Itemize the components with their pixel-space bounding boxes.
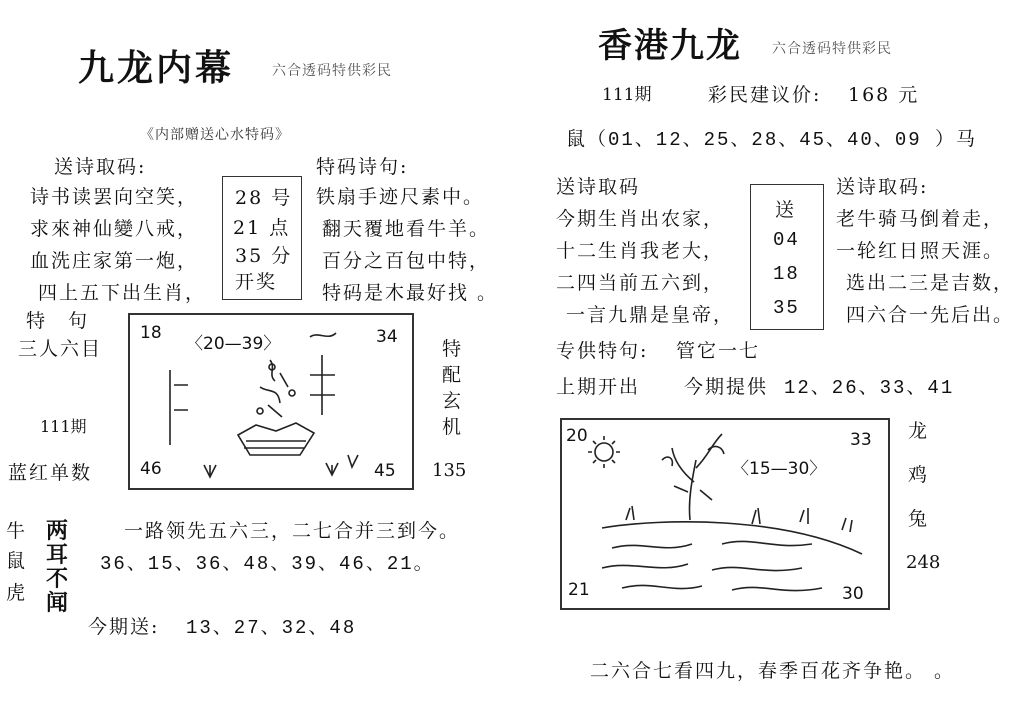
side-vertical-char: 鸡: [908, 464, 930, 486]
left-tema-line: 翻天覆地看牛羊。: [322, 218, 491, 240]
zodiac-char: 虎: [6, 582, 28, 604]
side-vertical-char: 龙: [908, 420, 930, 442]
liang-er-char: 耳: [46, 542, 69, 568]
left-side-number: 135: [432, 460, 467, 481]
sketch-corner-tl: 18: [140, 323, 162, 343]
sketch-corner-tr: 33: [850, 430, 872, 450]
sketch-corner-br: 30: [842, 584, 864, 604]
left-title: 九龙内幕: [78, 47, 235, 89]
right-sketch-box: [560, 418, 890, 610]
liang-er-char: 两: [46, 518, 69, 544]
provide-numbers: 12、26、33、41: [784, 377, 955, 399]
price-value: 168 元: [848, 84, 920, 106]
right-title: 香港九龙: [598, 26, 742, 66]
right-poem-line: 二四当前五六到，: [556, 272, 725, 294]
te-ju-label: 特 句: [26, 310, 90, 332]
left-line1: 一路领先五六三，二七合并三到今。: [124, 520, 461, 542]
right-poem-label-right: 送诗取码:: [836, 176, 929, 198]
liang-er-char: 闻: [46, 590, 69, 616]
liang-er-char: 不: [46, 566, 69, 592]
left-poem-line: 血洗庄家第一炮，: [30, 250, 199, 272]
left-line2: 36、15、36、48、39、46、21。: [100, 553, 435, 575]
gift-label: 今期送:: [88, 616, 160, 638]
left-poem-line: 诗书读罢向空笑，: [30, 186, 199, 208]
right-poem-line: 选出二三是吉数，: [846, 272, 1015, 294]
provide-label: 今期提供: [684, 376, 769, 398]
last-label: 上期开出: [556, 376, 641, 398]
right-title-sub: 六合透码特供彩民: [772, 41, 892, 57]
left-poem-label: 送诗取码:: [54, 156, 147, 178]
left-tema-label: 特码诗句:: [316, 156, 409, 178]
sketch-range: 〈15—30〉: [732, 459, 827, 479]
right-poem-label-left: 送诗取码: [556, 176, 641, 198]
left-tema-line: 特码是木最好找 。: [322, 282, 499, 304]
right-poem-line: 一轮红日照天涯。: [836, 240, 1005, 262]
sun-icon: [595, 443, 613, 461]
right-poem-line: 一言九鼎是皇帝，: [566, 304, 735, 326]
sketch-corner-bl: 46: [140, 459, 162, 479]
side-vertical-char: 特: [442, 338, 464, 360]
right-sketch-drawing: [562, 420, 888, 608]
special-label: 专供特句:: [556, 340, 649, 362]
send-box: [750, 184, 824, 330]
sketch-corner-tl: 20: [566, 426, 588, 446]
sketch-corner-br: 45: [374, 461, 396, 481]
send-box-line: 04: [773, 229, 800, 251]
price-label: 彩民建议价:: [708, 84, 822, 106]
zodiac-char: 牛: [6, 520, 28, 542]
side-vertical-char: 玄: [442, 390, 464, 412]
draw-box-line: 21 点: [233, 217, 291, 239]
shu-line: 鼠（01、12、25、28、45、40、09 ）马: [566, 129, 978, 151]
right-issue: 111期: [602, 85, 652, 105]
side-vertical-char: 机: [442, 416, 464, 438]
right-side-number: 248: [906, 552, 941, 573]
sketch-range: 〈20—39〉: [186, 334, 281, 354]
right-poem-line: 今期生肖出农家，: [556, 208, 725, 230]
left-sketch-drawing: [130, 315, 412, 488]
send-box-line: 18: [773, 263, 800, 285]
left-title-sub: 六合透码特供彩民: [272, 63, 392, 79]
send-box-line: 送: [775, 199, 797, 221]
draw-box-line: 28 号: [235, 187, 293, 209]
lanhong-label: 蓝红单数: [8, 462, 93, 484]
right-poem-line: 四六合一先后出。: [846, 304, 1015, 326]
zodiac-char: 鼠: [6, 550, 28, 572]
right-poem-line: 老牛骑马倒着走，: [836, 208, 1005, 230]
draw-box-line: 开奖: [235, 271, 278, 293]
left-tema-line: 百分之百包中特，: [322, 250, 491, 272]
send-box-line: 35: [773, 297, 800, 319]
special-value: 管它一七: [676, 340, 761, 362]
draw-box-line: 35 分: [235, 245, 293, 267]
left-banner: 《内部赠送心水特码》: [140, 127, 290, 143]
right-bottom-line: 二六合七看四九，春季百花齐争艳。 。: [590, 660, 956, 682]
left-sketch-box: [128, 313, 414, 490]
sketch-corner-tr: 34: [376, 327, 398, 347]
side-vertical-char: 配: [442, 364, 464, 386]
left-issue: 111期: [40, 417, 87, 436]
right-poem-line: 十二生肖我老大，: [556, 240, 725, 262]
left-poem-line: 四上五下出生肖，: [38, 282, 207, 304]
left-poem-line: 求來神仙變八戒，: [30, 218, 199, 240]
side-vertical-char: 兔: [908, 508, 930, 530]
left-draw-box: [222, 176, 302, 300]
gift-numbers: 13、27、32、48: [186, 617, 357, 639]
te-ju-value: 三人六目: [18, 338, 103, 360]
left-tema-line: 铁扇手迹尺素中。: [316, 186, 485, 208]
sketch-corner-bl: 21: [568, 580, 590, 600]
